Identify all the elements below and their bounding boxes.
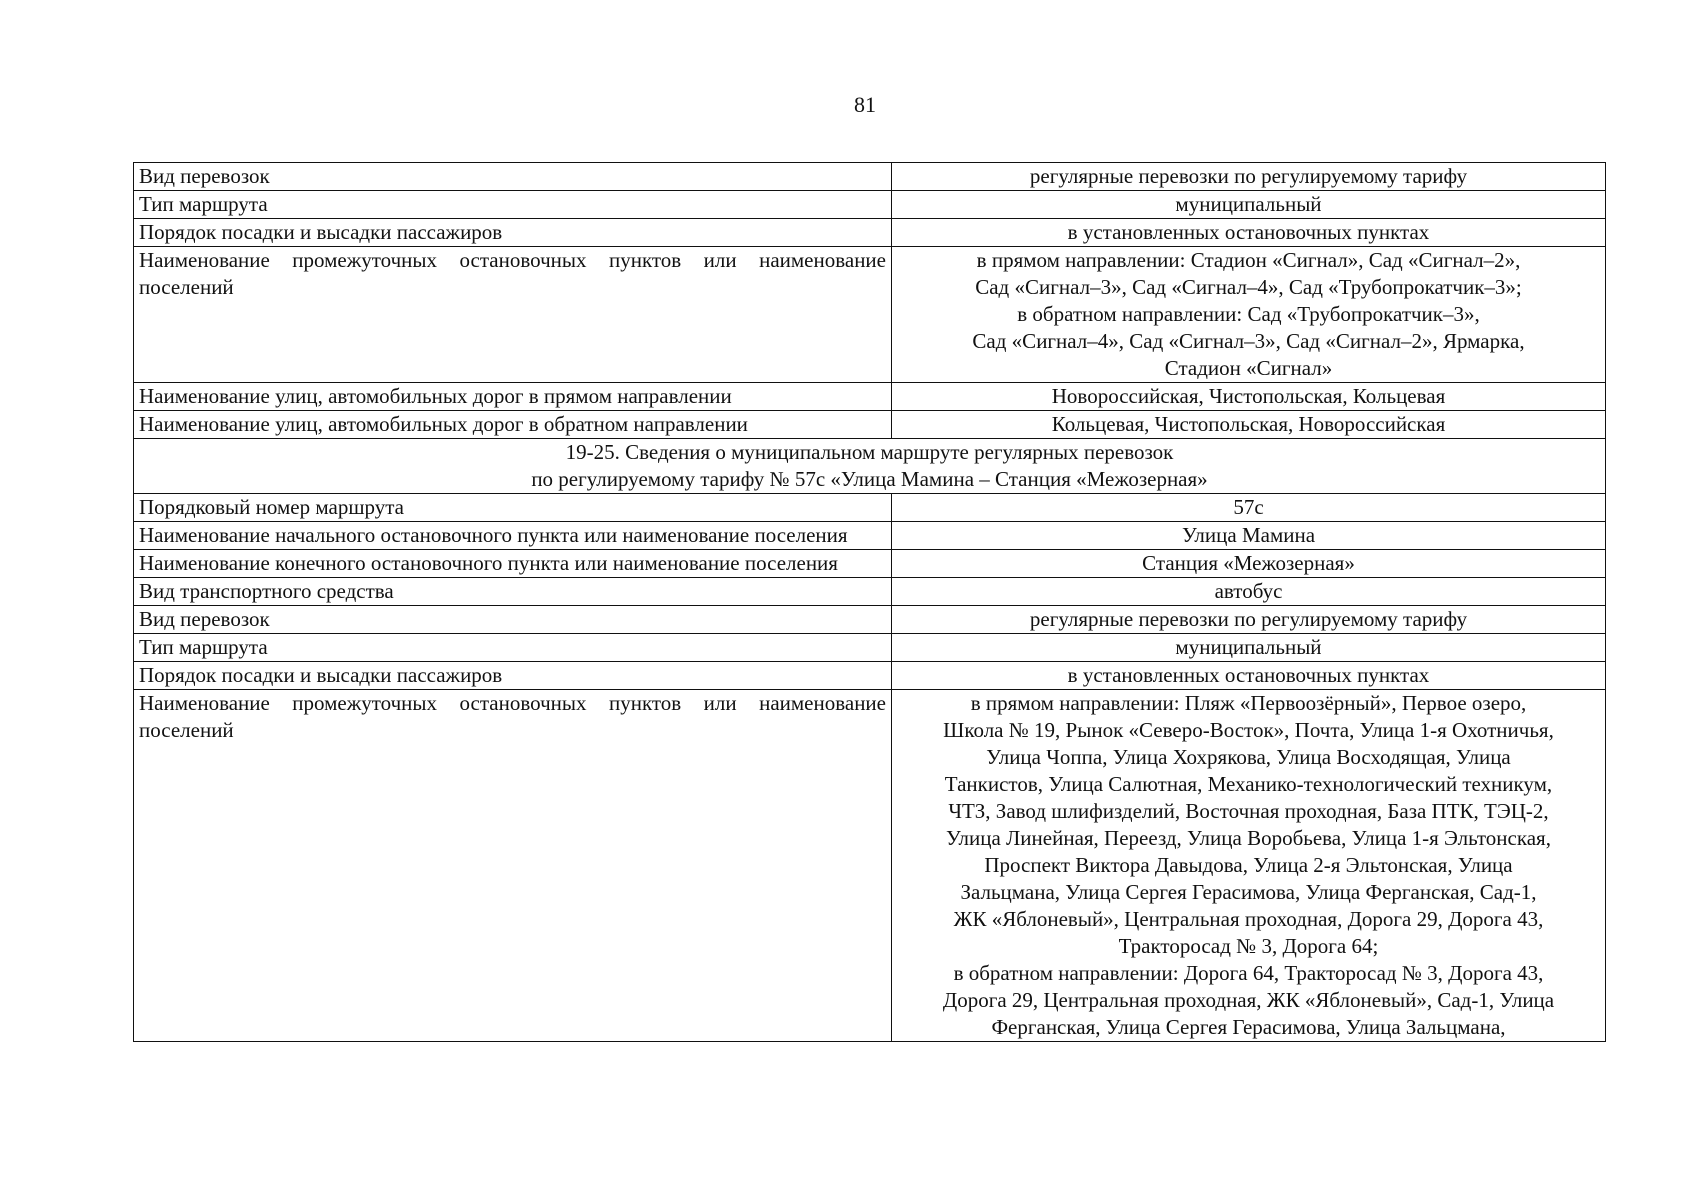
row-label: Порядок посадки и высадки пассажиров — [134, 219, 892, 247]
table-row — [134, 662, 1606, 690]
row-value: Улица Мамина — [892, 522, 1606, 550]
row-label: Вид транспортного средства — [134, 578, 892, 606]
table-row — [134, 522, 1606, 550]
table-row — [134, 578, 1606, 606]
row-value: регулярные перевозки по регулируемому тарифу — [892, 606, 1606, 634]
row-value: в установленных остановочных пунктах — [892, 219, 1606, 247]
route-info-table — [133, 162, 1606, 1042]
table-row — [134, 550, 1606, 578]
row-value: муниципальный — [892, 634, 1606, 662]
row-label: Вид перевозок — [134, 163, 892, 191]
row-value: в прямом направлении: Пляж «Первоозёрный», Первое озеро, Школа № 19, Рынок «Северо-Восток», Почта, Улица 1-я Охотничья, Улица Чоппа, Улица Хохрякова, Улица Восходящая, Улица Танкистов, Улица Салютная, Механико-технологический техникум, ЧТЗ, Завод шлифизделий, Восточная проходная, База ПТК, ТЭЦ-2, Улица Линейная, Переезд, Улица Воробьева, Улица 1-я Эльтонская, Проспект Виктора Давыдова, Улица 2-я Эльтонская, Улица Зальцмана, Улица Сергея Герасимова, Улица Ферганская, Сад-1, ЖК «Яблоневый», Центральная проходная, Дорога 29, Дорога 43, Тракторосад № 3, Дорога 64; в обратном направлении: Дорога 64, Тракторосад № 3, Дорога 43, Дорога 29, Центральная проходная, ЖК «Яблоневый», Сад-1, Улица Ферганская, Улица Сергея Герасимова, Улица Зальцмана, — [892, 690, 1606, 1042]
row-value: Новороссийская, Чистопольская, Кольцевая — [892, 383, 1606, 411]
table-row — [134, 411, 1606, 439]
row-label: Порядок посадки и высадки пассажиров — [134, 662, 892, 690]
section-heading-row — [134, 439, 1606, 494]
row-value: Станция «Межозерная» — [892, 550, 1606, 578]
row-label: Наименование промежуточных остановочных пунктов или наименование поселений — [134, 247, 892, 383]
row-value: муниципальный — [892, 191, 1606, 219]
page-number: 81 — [854, 92, 876, 117]
row-value: автобус — [892, 578, 1606, 606]
section-heading: 19-25. Сведения о муниципальном маршруте регулярных перевозок по регулируемому тарифу № 57с «Улица Мамина – Станция «Межозерная» — [134, 439, 1606, 494]
row-value: регулярные перевозки по регулируемому тарифу — [892, 163, 1606, 191]
row-label: Вид перевозок — [134, 606, 892, 634]
row-label: Тип маршрута — [134, 191, 892, 219]
table-row — [134, 163, 1606, 191]
row-label: Тип маршрута — [134, 634, 892, 662]
row-label: Наименование конечного остановочного пункта или наименование поселения — [134, 550, 892, 578]
row-label: Наименование промежуточных остановочных пунктов или наименование поселений — [134, 690, 892, 1042]
table-row — [134, 383, 1606, 411]
table-row — [134, 494, 1606, 522]
row-label: Наименование улиц, автомобильных дорог в прямом направлении — [134, 383, 892, 411]
table-row — [134, 247, 1606, 383]
table-row — [134, 690, 1606, 1042]
row-value: в прямом направлении: Стадион «Сигнал», Сад «Сигнал–2», Сад «Сигнал–3», Сад «Сигнал–4», Сад «Трубопрокатчик–3»; в обратном направлении: Сад «Трубопрокатчик–3», Сад «Сигнал–4», Сад «Сигнал–3», Сад «Сигнал–2», Ярмарка, Стадион «Сигнал» — [892, 247, 1606, 383]
row-value: 57с — [892, 494, 1606, 522]
table-row — [134, 634, 1606, 662]
row-value: в установленных остановочных пунктах — [892, 662, 1606, 690]
table-row — [134, 606, 1606, 634]
row-label: Наименование начального остановочного пункта или наименование поселения — [134, 522, 892, 550]
row-value: Кольцевая, Чистопольская, Новороссийская — [892, 411, 1606, 439]
table-row — [134, 219, 1606, 247]
row-label: Наименование улиц, автомобильных дорог в обратном направлении — [134, 411, 892, 439]
row-label: Порядковый номер маршрута — [134, 494, 892, 522]
table-row — [134, 191, 1606, 219]
